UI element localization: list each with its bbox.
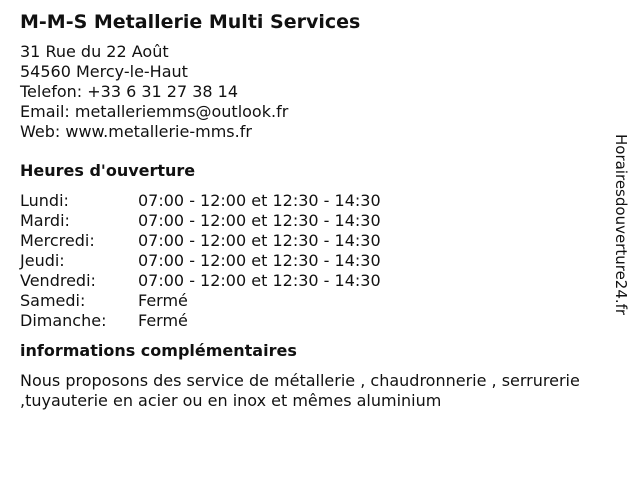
hours-row-monday — [20, 191, 600, 211]
address-line-2: 54560 Mercy-le-Haut — [20, 62, 188, 81]
email: Email: metalleriemms@outlook.fr — [20, 102, 289, 121]
hours-time: Fermé — [138, 291, 188, 310]
additional-info-text: Nous proposons des service de métallerie , chaudronnerie , serrurerie ,tuyauterie en acier ou en inox et mêmes aluminium — [20, 371, 580, 410]
hours-day: Jeudi: — [20, 251, 65, 270]
hours-day: Mercredi: — [20, 231, 95, 250]
hours-time: 07:00 - 12:00 et 12:30 - 14:30 — [138, 191, 381, 210]
hours-row-sunday — [20, 311, 600, 331]
business-name: M-M-S Metallerie Multi Services — [20, 11, 361, 33]
hours-row-wednesday — [20, 231, 600, 251]
opening-hours-heading: Heures d'ouverture — [20, 161, 196, 180]
hours-row-friday — [20, 271, 600, 291]
business-card — [20, 10, 600, 411]
hours-day: Vendredi: — [20, 271, 96, 290]
website: Web: www.metallerie-mms.fr — [20, 122, 252, 141]
watermark-site-name: Horairesdouverture24.fr — [612, 134, 630, 316]
hours-day: Samedi: — [20, 291, 86, 310]
hours-row-saturday — [20, 291, 600, 311]
address-line-1: 31 Rue du 22 Août — [20, 42, 169, 61]
hours-day: Dimanche: — [20, 311, 107, 330]
hours-time: Fermé — [138, 311, 188, 330]
hours-day: Lundi: — [20, 191, 69, 210]
hours-row-thursday — [20, 251, 600, 271]
hours-day: Mardi: — [20, 211, 70, 230]
hours-time: 07:00 - 12:00 et 12:30 - 14:30 — [138, 231, 381, 250]
hours-time: 07:00 - 12:00 et 12:30 - 14:30 — [138, 211, 381, 230]
hours-time: 07:00 - 12:00 et 12:30 - 14:30 — [138, 271, 381, 290]
phone: Telefon: +33 6 31 27 38 14 — [20, 82, 239, 101]
additional-info-heading: informations complémentaires — [20, 341, 297, 360]
hours-time: 07:00 - 12:00 et 12:30 - 14:30 — [138, 251, 381, 270]
hours-row-tuesday — [20, 211, 600, 231]
